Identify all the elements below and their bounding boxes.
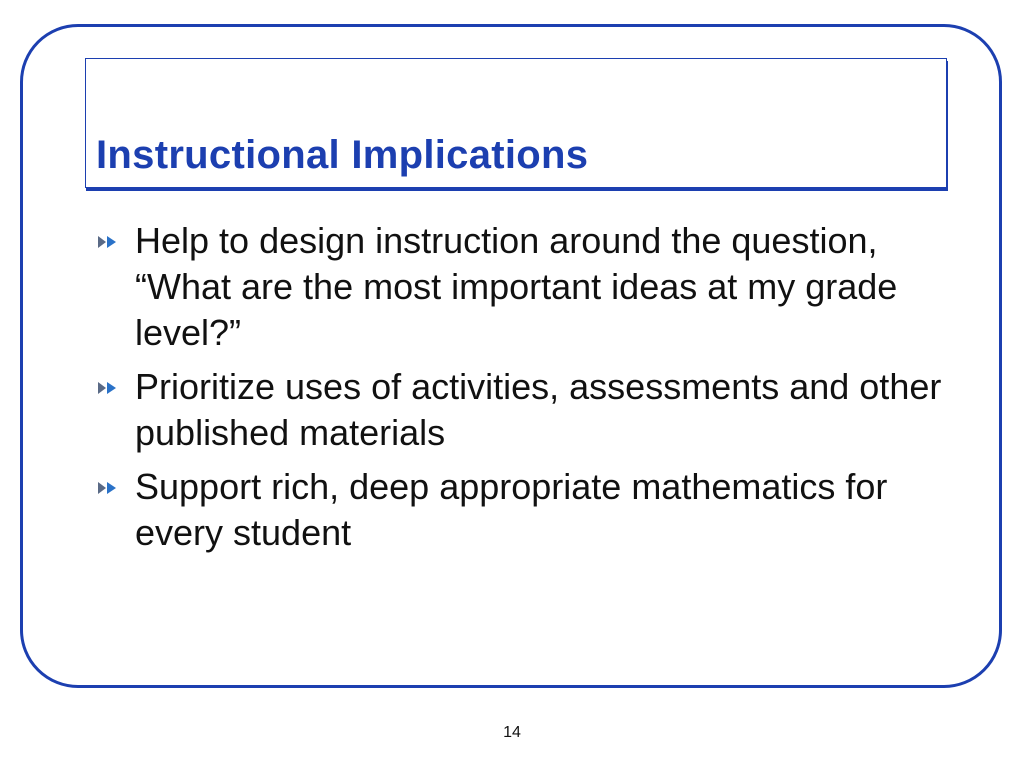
list-item	[95, 218, 955, 356]
chevron-right-icon	[97, 380, 123, 396]
bullet-list	[95, 218, 955, 564]
chevron-right-icon	[97, 234, 123, 250]
slide-title: Instructional Implications	[96, 133, 589, 177]
list-item	[95, 364, 955, 456]
title-box	[85, 58, 947, 188]
chevron-right-icon	[97, 480, 123, 496]
bullet-text: Prioritize uses of activities, assessments and other published materials	[135, 366, 942, 453]
bullet-text: Help to design instruction around the question, “What are the most important ideas at my grade level?”	[135, 220, 898, 353]
list-item	[95, 464, 955, 556]
bullet-text: Support rich, deep appropriate mathematics for every student	[135, 466, 888, 553]
page-number: 14	[503, 724, 521, 741]
